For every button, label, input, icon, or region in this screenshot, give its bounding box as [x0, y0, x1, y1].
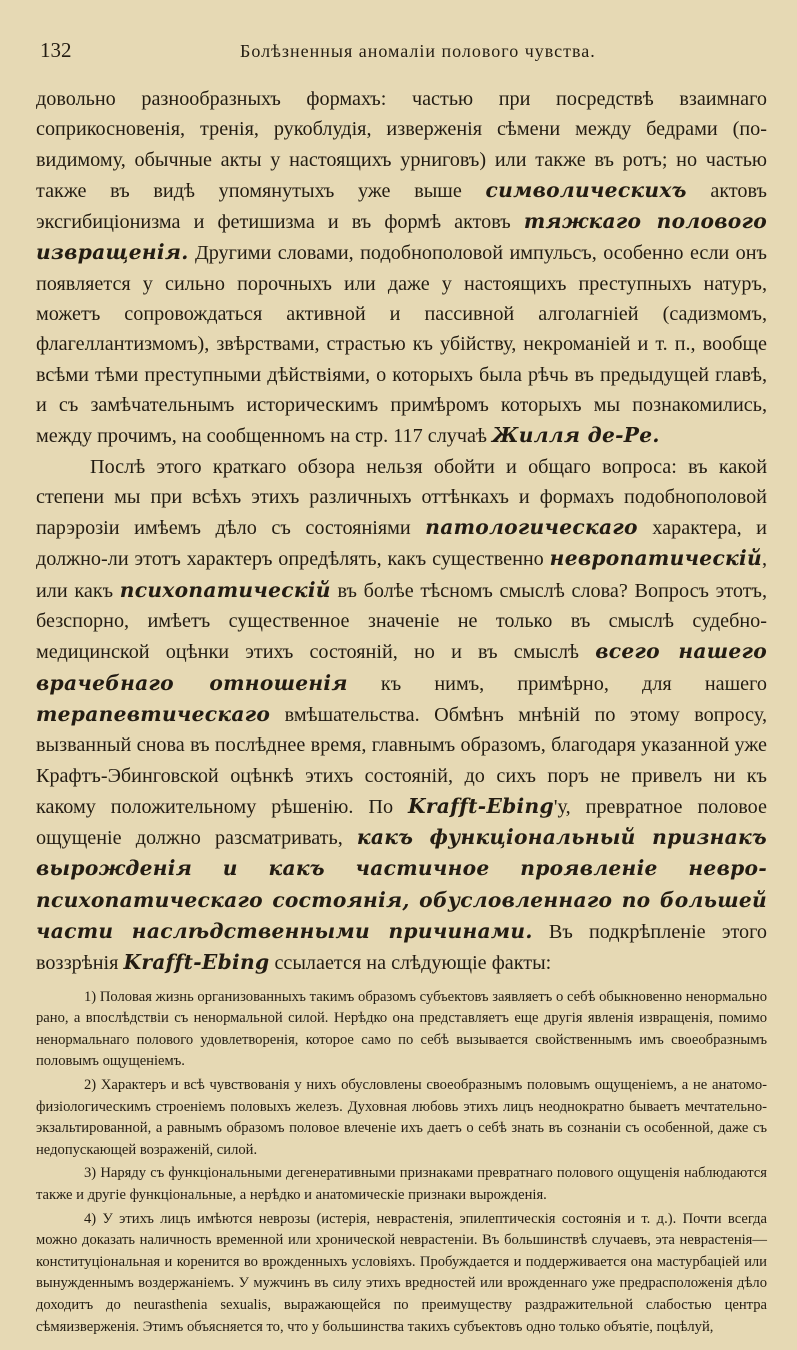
note-item: 1) Половая жизнь организованныхъ такимъ образомъ субъектовъ заявляетъ о себѣ обыкновенно ненормально рано, а впослѣдствіи съ ненормальной силой. Нерѣдко она представляетъ еще другія явленія извращенія, помимо ненормальнаго полового удовлетворенія, которое само по себѣ вызывается свойственнымъ имъ своеобразнымъ половымъ ощущеніемъ.: [36, 988, 767, 1070]
emphasis-text: Krafft-Ebing: [408, 793, 554, 818]
emphasis-text: невропатическій: [549, 546, 762, 571]
text-run: Послѣ этого краткаго обзора нельзя обойти и общаго вопроса: въ какой степени мы при всѣхъ этихъ различныхъ оттѣнкахъ и формахъ подобнополовой парэрозіи имѣемъ дѣло съ состояніями: [36, 455, 767, 540]
emphasis-text: патологическаго: [425, 515, 638, 540]
page-header: [36, 38, 767, 74]
emphasis-text: символическихъ: [485, 177, 687, 202]
text-run: вмѣшательства. Обмѣнъ мнѣній по этому вопросу, вызванный снова въ послѣднее время, главнымъ образомъ, благодаря указанной уже Крафтъ-Эбинговской оцѣнкѣ этихъ состояній, до сихъ поръ не привелъ ни къ какому положительному рѣшенію. По: [36, 703, 767, 818]
emphasis-text: всего нашего врачебнаго отношенія: [36, 639, 767, 695]
text-run: актовъ эксгибиціонизма и фетишизма и въ формѣ актовъ: [36, 179, 767, 234]
text-run: 'у, превратное половое ощущеніе должно разсматривать,: [36, 795, 767, 850]
emphasis-text: тяжкаго полового извращенія.: [36, 209, 767, 265]
text-run: характера, и должно-ли этотъ характеръ опредѣлять, какъ существенно: [36, 517, 767, 571]
main-text: [36, 84, 767, 979]
text-run: Въ подкрѣпленіе этого воззрѣнія: [36, 921, 768, 975]
text-run: довольно разнообразныхъ формахъ: частью при посредствѣ взаимнаго соприкосновенія, тренія, рукоблудія, изверженія сѣмени между бедрами (по-видимому, обычные акты у настоящихъ урниговъ) или также въ ротъ; но частью также въ видѣ упомянутыхъ уже выше: [36, 88, 767, 202]
running-title: Болѣзненныя аномаліи полового чувства.: [240, 41, 596, 61]
text-run: ссылается на слѣдующіе факты:: [269, 952, 552, 975]
page-number: 132: [40, 38, 72, 62]
emphasis-text: какъ функціональный признакъ вырожденія и какъ частичное проявленіе невро-психопатическаго состоянія, обусловленнаго по большей части наслѣдственными причинами.: [36, 825, 767, 944]
text-run: Другими словами, подобнополовой импульсъ, особенно если онъ появляется у сильно порочныхъ или даже у настоящихъ преступныхъ натуръ, можетъ сопровождаться активной и пассивной алголагніей (садизмомъ, флагеллантизмомъ), звѣрствами, страстью къ убійству, некроманіей и т. п., вообще всѣми тѣми преступными дѣйствіями, о которыхъ была рѣчь въ предыдущей главѣ, и съ замѣчательнымъ историческимъ примѣромъ которыхъ мы познакомились, между прочимъ, на сообщенномъ на стр. 117 случаѣ: [36, 242, 767, 448]
text-run: въ болѣе тѣсномъ смыслѣ слова? Вопросъ этотъ, безспорно, имѣетъ существенное значеніе не только въ смыслѣ судебно-медицинской оцѣнки этихъ состояній, но и въ смыслѣ: [36, 579, 768, 664]
note-item: 3) Наряду съ функціональными дегенеративными признаками превратнаго полового ощущенія наблюдаются также и другіе функціональные, а нерѣдко и анатомическіе признаки вырожденія.: [36, 1165, 767, 1203]
text-run: , или какъ: [36, 548, 767, 602]
note-item: 2) Характеръ и всѣ чувствованія у нихъ обусловлены своеобразнымъ половымъ ощущеніемъ, а не анатомо-физіологическимъ строеніемъ половыхъ железъ. Духовная любовь этихъ лицъ неоднократно бываетъ мечтательно-экзальтированной, а равнымъ образомъ половое влеченіе ихъ даетъ о себѣ знать въ сознаніи съ особенной, даже съ недопускающей возраженій, силой.: [36, 1076, 767, 1158]
emphasis-text: Krafft-Ebing: [123, 950, 270, 975]
note-item: 4) У этихъ лицъ имѣются неврозы (истерія, неврастенія, эпилептическія состоянія и т. д.). Почти всегда можно доказать наличность временной или хронической неврастеніи. Въ большинствѣ случаевъ, эта неврастенія—конституціональная и коренится во врожденныхъ условіяхъ. Пробуждается и поддерживается она мастурбаціей или вынужденнымъ воздержаніемъ. У мужчинъ въ силу этихъ вредностей или врожденнаго уже предрасположенія дѣло доходитъ до neurasthenia sexualis, выражающейся по преимуществу раздражительной слабостью центра сѣмяизверженія. Этимъ объясняется то, что у большинства такихъ субъектовъ одно только объятіе, поцѣлуй,: [36, 1210, 767, 1335]
numbered-notes: [36, 987, 767, 1339]
emphasis-text: психопатическій: [119, 577, 331, 602]
paragraph: [36, 452, 767, 979]
paragraph: [36, 84, 767, 452]
text-run: къ нимъ, примѣрно, для нашего: [347, 672, 767, 695]
emphasis-text: терапевтическаго: [36, 701, 271, 726]
emphasis-text: Жилля де-Ре.: [492, 423, 660, 448]
